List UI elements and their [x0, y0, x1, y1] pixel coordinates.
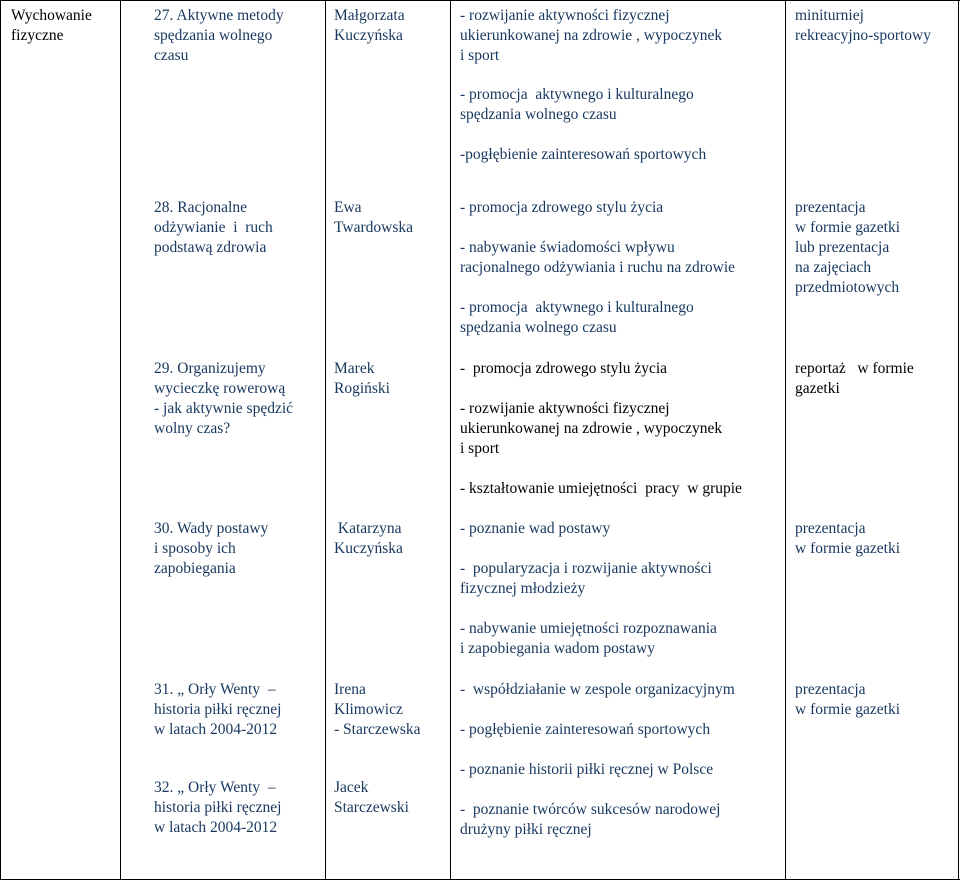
- row-27-person: Małgorzata Kuczyńska: [334, 7, 405, 44]
- row-27-goal-2: - promocja aktywnego i kulturalnego spędzania wolnego czasu: [460, 86, 694, 123]
- row-28-goal-1: - promocja zdrowego stylu życia: [460, 199, 664, 216]
- row-27-goals: - rozwijanie aktywności fizycznej ukierunkowanej na zdrowie , wypoczynek i sport: [460, 7, 723, 64]
- row-30-goal-3: - nabywanie umiejętności rozpoznawania i zapobiegania wadom postawy: [460, 620, 717, 657]
- row-32-title: 32. „ Orły Wenty – historia piłki ręcznej w latach 2004-2012: [154, 779, 282, 836]
- subject-line: Wychowanie: [11, 7, 92, 24]
- row-28-person: Ewa Twardowska: [334, 199, 413, 236]
- row-30-goal-2: - popularyzacja i rozwijanie aktywności fizycznej młodzieży: [460, 560, 712, 597]
- row-30-form: prezentacja w formie gazetki: [795, 520, 901, 557]
- row-31-title: 31. „ Orły Wenty – historia piłki ręcznej w latach 2004-2012: [154, 681, 282, 738]
- row-29-goal-3: - kształtowanie umiejętności pracy w grupie: [460, 480, 742, 497]
- row-30-title: 30. Wady postawy i sposoby ich zapobiegania: [154, 520, 269, 577]
- row-29-title: 29. Organizujemy wycieczkę rowerową - jak aktywnie spędzić wolny czas?: [154, 360, 294, 437]
- row-28-form: prezentacja w formie gazetki lub prezentacja na zajęciach przedmiotowych: [795, 199, 901, 296]
- row-29-goal-1: - promocja zdrowego stylu życia: [460, 360, 668, 377]
- subject-line: fizyczne: [11, 27, 64, 44]
- row-31-goal-1: - współdziałanie w zespole organizacyjnym: [460, 681, 735, 698]
- row-27-title: 27. Aktywne metody spędzania wolnego czasu: [154, 7, 284, 64]
- row-30-goal-1: - poznanie wad postawy: [460, 520, 611, 537]
- row-27-goal-3: -pogłębienie zainteresowań sportowych: [460, 146, 707, 163]
- subject-cell: [11, 6, 92, 46]
- row-27-form: miniturniej rekreacyjno-sportowy: [795, 7, 932, 44]
- row-31-form: prezentacja w formie gazetki: [795, 681, 901, 718]
- row-29-form: reportaż w formie gazetki: [795, 360, 914, 397]
- row-28-goal-2: - nabywanie świadomości wpływu racjonalnego odżywiania i ruchu na zdrowie: [460, 239, 736, 276]
- row-31-person: Irena Klimowicz - Starczewska: [334, 681, 421, 738]
- row-29-goal-2: - rozwijanie aktywności fizycznej ukierunkowanej na zdrowie , wypoczynek i sport: [460, 400, 723, 457]
- row-29-person: Marek Rogiński: [334, 360, 390, 397]
- row-28-goal-3: - promocja aktywnego i kulturalnego spędzania wolnego czasu: [460, 299, 694, 336]
- row-30-person: Katarzyna Kuczyńska: [334, 520, 403, 557]
- row-32-person: Jacek Starczewski: [334, 779, 409, 816]
- row-32-goal-2: - poznanie twórców sukcesów narodowej drużyny piłki ręcznej: [460, 801, 721, 838]
- row-32-goal-1: - poznanie historii piłki ręcznej w Polsce: [460, 761, 714, 778]
- row-31-goal-2: - pogłębienie zainteresowań sportowych: [460, 721, 711, 738]
- row-28-title: 28. Racjonalne odżywianie i ruch podstawą zdrowia: [154, 199, 273, 256]
